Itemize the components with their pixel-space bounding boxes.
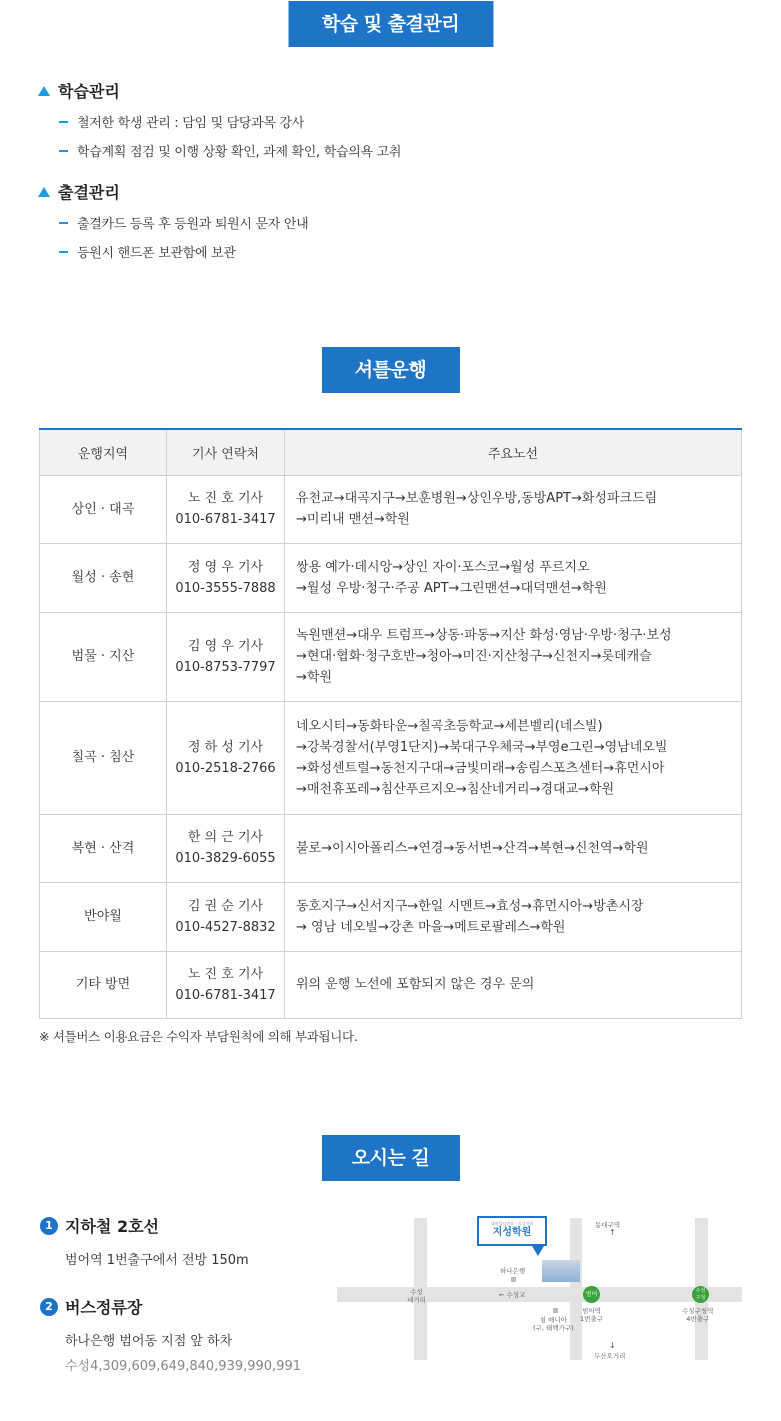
label-suseonggyo: ← 수성교 <box>499 1291 526 1299</box>
driver-name: 정 하 성 기사 <box>187 739 264 755</box>
mgmt-heading: 학습관리 <box>58 82 120 101</box>
mgmt-heading: 출결관리 <box>58 183 120 202</box>
direction-subway <box>40 1214 249 1268</box>
route-line: 불로→이시아폴리스→연경→동서변→산격→복현→신천역→학원 <box>296 840 649 856</box>
label-suseong-exit: 수성구청역 4번출구 <box>682 1307 714 1323</box>
label-chim: 침 매니아 (구, 태백가구) <box>533 1316 574 1332</box>
label-dusan: 두산오거리 <box>594 1352 626 1360</box>
section-title-shuttle: 셔틀운행 <box>322 347 460 393</box>
chim-marker <box>553 1308 558 1313</box>
hana-marker <box>511 1277 516 1282</box>
driver-cell <box>167 882 285 951</box>
number-badge: 1 <box>40 1217 58 1235</box>
driver-name: 노 진 호 기사 <box>187 966 264 982</box>
mgmt-item: 철저한 학생 관리 : 담임 및 담당과목 강사 <box>77 116 305 131</box>
driver-cell <box>167 543 285 612</box>
road-horizontal <box>337 1287 742 1302</box>
route-line: →강북경찰서(부영1단지)→북대구우체국→부영e그린→영남네오빌 <box>296 739 668 755</box>
dash-icon <box>59 150 68 152</box>
table-row <box>40 701 742 814</box>
building-icon <box>542 1260 580 1282</box>
area-cell: 기타 방면 <box>40 951 167 1018</box>
area-cell: 복현 · 산격 <box>40 814 167 882</box>
academy-small-text: 대학입시전문 · 지성학원 <box>490 1221 534 1226</box>
mgmt-block-attendance <box>38 180 308 261</box>
header-route: 주요노선 <box>285 429 742 475</box>
arrow-up-icon: ↑ <box>609 1228 616 1237</box>
direction-bus <box>40 1295 301 1374</box>
shuttle-table <box>39 428 742 1019</box>
route-line: 녹원맨션→대우 트럼프→상동·파동→지산 화성·영남·우방·청구·보성 <box>296 628 672 643</box>
mgmt-block-study <box>38 79 401 160</box>
route-cell <box>285 882 742 951</box>
triangle-icon <box>38 86 50 96</box>
area-cell: 범물 · 지산 <box>40 612 167 701</box>
route-line: 쌍용 예가·데시앙→상인 자이·포스코→월성 푸르지오 <box>296 559 590 575</box>
subway-station-beomeo-icon: 범어 <box>583 1286 600 1303</box>
route-line: →현대·협화·청구호반→청아→미진·지산청구→신천지→롯데캐슬 <box>296 649 652 664</box>
driver-phone: 010-3555-7888 <box>175 580 276 596</box>
route-line: 유천교→대곡지구→보훈병원→상인우방,동방APT→화성파크드림 <box>296 491 658 506</box>
table-row <box>40 951 742 1018</box>
header-driver: 기사 연락처 <box>167 429 285 475</box>
route-cell <box>285 475 742 543</box>
header-area: 운행지역 <box>40 429 167 475</box>
driver-name: 김 권 순 기사 <box>187 898 264 914</box>
section-title-management: 학습 및 출결관리 <box>288 1 493 47</box>
table-row <box>40 814 742 882</box>
driver-name: 정 영 우 기사 <box>187 559 264 575</box>
area-cell: 월성 · 송현 <box>40 543 167 612</box>
label-hana: 하나은행 <box>500 1267 526 1275</box>
driver-phone: 010-8753-7797 <box>175 659 276 675</box>
direction-heading: 지하철 2호선 <box>65 1217 159 1236</box>
mgmt-item: 등원시 핸드폰 보관함에 보관 <box>77 246 236 261</box>
driver-phone: 010-2518-2766 <box>175 760 276 776</box>
table-header-row <box>40 429 742 475</box>
driver-name: 노 진 호 기사 <box>187 491 264 506</box>
route-cell <box>285 701 742 814</box>
label-dongdaegu: 동대구역 <box>595 1221 621 1229</box>
direction-text: 하나은행 범어동 지점 앞 하차 <box>65 1334 233 1349</box>
route-line: 동호지구→신서지구→한일 시멘트→효성→휴먼시아→방촌시장 <box>296 898 644 914</box>
subway-station-suseong-office-icon: 수성 구청 <box>692 1286 709 1303</box>
pointer-icon <box>532 1246 544 1256</box>
route-line: →미리내 맨션→학원 <box>296 512 410 527</box>
triangle-icon <box>38 187 50 197</box>
driver-phone: 010-6781-3417 <box>175 512 276 527</box>
table-row <box>40 543 742 612</box>
table-row <box>40 475 742 543</box>
area-cell: 칠곡 · 침산 <box>40 701 167 814</box>
route-line: 위의 운행 노선에 포함되지 않은 경우 문의 <box>296 977 535 992</box>
arrow-down-icon: ↓ <box>609 1341 616 1350</box>
driver-cell <box>167 951 285 1018</box>
direction-text: 범어역 1번출구에서 전방 150m <box>65 1253 249 1268</box>
shuttle-fee-note: ※ 셔틀버스 이용요금은 수익자 부담원칙에 의해 부과됩니다. <box>39 1029 358 1044</box>
route-cell <box>285 543 742 612</box>
route-line: 네오시티→동화타운→칠곡초등학교→세븐벨리(네스빌) <box>296 718 603 734</box>
label-beomeo-exit: 범어역 1번출구 <box>580 1307 603 1323</box>
direction-heading: 버스정류장 <box>65 1298 143 1317</box>
table-row <box>40 882 742 951</box>
dash-icon <box>59 251 68 253</box>
dash-icon <box>59 121 68 123</box>
mgmt-item: 학습계획 점검 및 이행 상황 확인, 과제 확인, 학습의욕 고취 <box>77 145 402 160</box>
driver-cell <box>167 701 285 814</box>
driver-phone: 010-6781-3417 <box>175 987 276 1003</box>
route-line: →매천휴포레→침산푸르지오→침산네거리→경대교→학원 <box>296 781 615 797</box>
driver-cell <box>167 612 285 701</box>
academy-name: 지성학원 <box>492 1227 532 1238</box>
route-cell <box>285 814 742 882</box>
driver-cell <box>167 475 285 543</box>
driver-phone: 010-4527-8832 <box>175 919 276 935</box>
driver-name: 한 의 근 기사 <box>187 830 264 845</box>
table-row <box>40 612 742 701</box>
dash-icon <box>59 222 68 224</box>
number-badge: 2 <box>40 1298 58 1316</box>
driver-phone: 010-3829-6055 <box>175 851 276 866</box>
academy-marker <box>477 1216 547 1246</box>
bus-numbers: 수성4,309,609,649,840,939,990,991 <box>65 1359 302 1374</box>
route-line: → 영남 네오빌→강촌 마을→메트로팔레스→학원 <box>296 919 566 935</box>
route-line: →학원 <box>296 670 333 685</box>
location-map <box>337 1210 742 1360</box>
route-cell <box>285 612 742 701</box>
route-cell <box>285 951 742 1018</box>
label-suseong-ne: 수성 네거리 <box>407 1288 426 1304</box>
mgmt-item: 출결카드 등록 후 등원과 퇴원시 문자 안내 <box>77 217 309 232</box>
area-cell: 반야월 <box>40 882 167 951</box>
section-title-directions: 오시는 길 <box>322 1135 460 1181</box>
area-cell: 상인 · 대곡 <box>40 475 167 543</box>
driver-cell <box>167 814 285 882</box>
route-line: →화성센트럴→동천지구대→금빛미래→송림스포츠센터→휴먼시아 <box>296 760 665 776</box>
road-vertical <box>570 1218 582 1360</box>
driver-name: 김 영 우 기사 <box>187 638 264 654</box>
route-line: →월성 우방·청구·주공 APT→그린맨션→대덕맨션→학원 <box>296 580 607 596</box>
